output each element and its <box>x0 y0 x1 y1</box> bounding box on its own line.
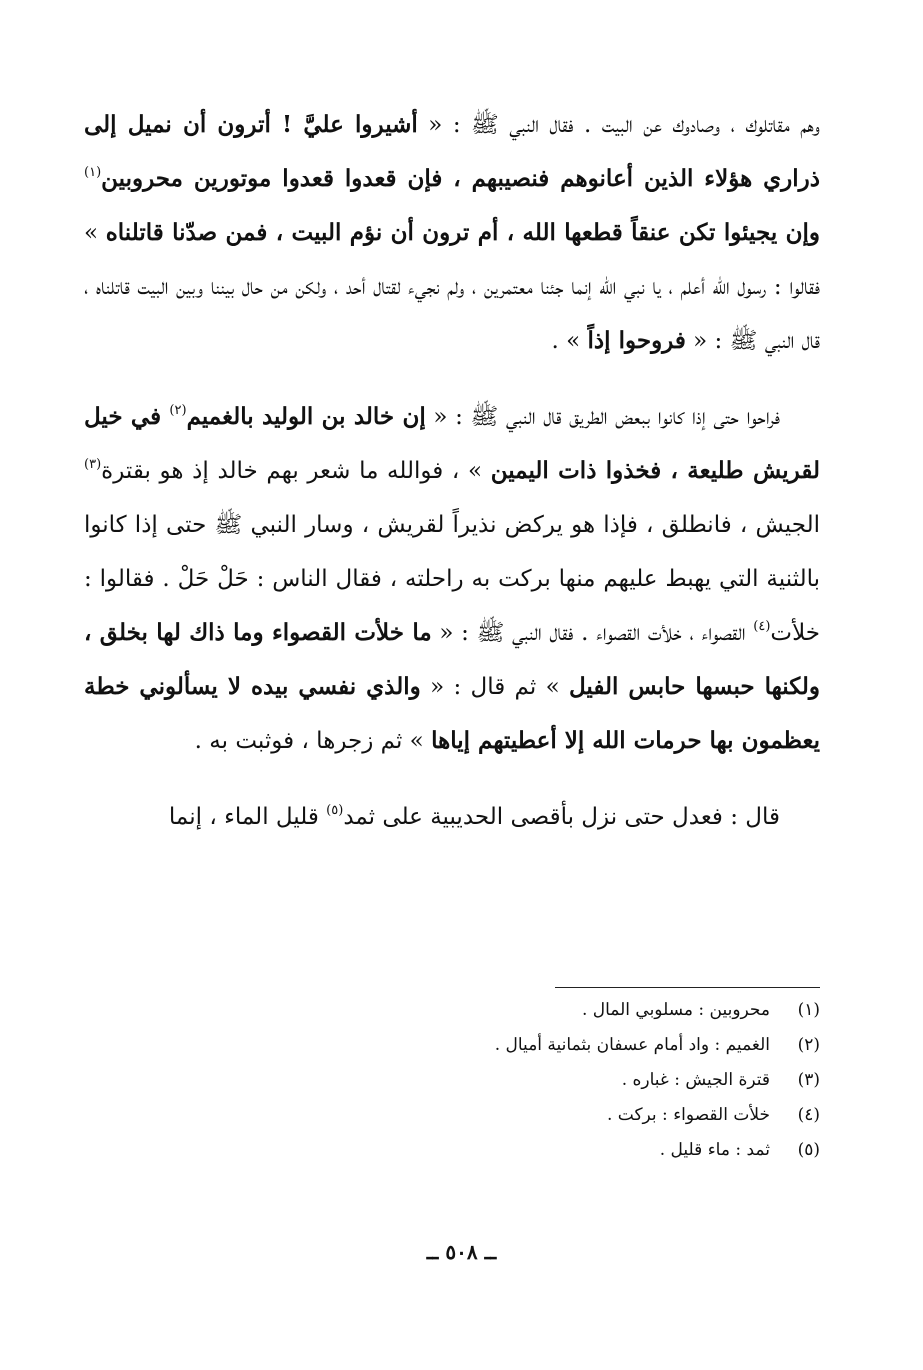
footnote-item <box>300 1140 820 1175</box>
footnote-item <box>300 1035 820 1070</box>
footnote-number: (٥) <box>797 1140 820 1160</box>
narration-text: فراحوا حتى إذا كانوا ببعض الطريق قال النبي ﷺ : « <box>425 404 780 430</box>
hadith-quote: وإن يجيئوا تكن عنقاً قطعها الله ، أم ترون أن نؤم البيت ، فمن صدّنا قاتلناه <box>105 219 820 246</box>
narration-text: القصواء ، خلأت القصواء . فقال النبي ﷺ : « <box>431 620 754 646</box>
footnote-number: (١) <box>797 1000 820 1020</box>
footnote-ref: (٣) <box>84 457 102 472</box>
footnote-number: (٤) <box>797 1105 820 1125</box>
footnote-text: خلأت القصواء : بركت . <box>606 1105 770 1125</box>
narration-text: » ثم زجرها ، فوثبت به . <box>194 728 432 754</box>
narration-text: » ثم قال : « <box>420 674 569 700</box>
narration-text: قليل الماء ، إنما <box>168 804 327 830</box>
narration-text: » فقالوا : رسول الله أعلم ، يا نبي الله إنما جئنا معتمرين ، ولم نجيء لقتال أحد ، ولكن من حال بيننا وبين البيت قاتلناه ، قال النبي ﷺ : « <box>84 220 820 354</box>
page-number: ــ ٥٠٨ ــ <box>426 1240 497 1264</box>
footnote-separator <box>555 987 820 988</box>
narration-text: » . <box>551 328 588 354</box>
narration-text: الجيش ، فانطلق ، فإذا هو يركض نذيراً لقريش ، وسار النبي ﷺ حتى إذا كانوا بالثنية التي يهبط عليهم منها بركت به راحلته ، فقال الناس : حَلْ حَلْ . فقالوا : خلأت <box>84 512 821 646</box>
footnote-item <box>300 1105 820 1140</box>
hadith-quote: في خيل لقريش طليعة ، فخذوا ذات اليمين <box>84 403 820 484</box>
footnote-item <box>300 1000 820 1035</box>
footnote-ref: (٢) <box>169 403 187 418</box>
hadith-quote: إن خالد بن الوليد بالغميم <box>186 403 426 430</box>
hadith-quote: فروحوا إذاً <box>587 327 686 354</box>
paragraph <box>84 390 820 768</box>
footnote-number: (٣) <box>797 1070 820 1090</box>
footnote-text: ثمد : ماء قليل . <box>659 1140 770 1160</box>
footnote-text: الغميم : واد أمام عسفان بثمانية أميال . <box>494 1035 770 1055</box>
hadith-quote: أشيروا عليَّ ! أترون أن نميل إلى ذراري هؤلاء الذين أعانوهم فنصيبهم ، فإن قعدوا قعدوا موتورين محروبين <box>84 111 820 192</box>
narration-text: » ، فوالله ما شعر بهم خالد إذ هو بقترة <box>101 458 491 484</box>
footnote-ref: (١) <box>84 165 102 180</box>
hadith-quote: ما خلأت القصواء وما ذاك لها بخلق ، ولكنها حبسها حابس الفيل <box>84 619 821 700</box>
footnote-item <box>300 1070 820 1105</box>
footnote-ref: (٥) <box>326 803 344 818</box>
footnote-ref: (٤) <box>753 619 771 634</box>
paragraph <box>84 790 820 844</box>
footnote-number: (٢) <box>797 1035 820 1055</box>
footnotes <box>300 1000 820 1175</box>
paragraph <box>84 98 820 368</box>
footnote-text: محروبين : مسلوبي المال . <box>581 1000 770 1020</box>
narration-text: وهم مقاتلوك ، وصادوك عن البيت . فقال النبي ﷺ : « <box>417 112 820 138</box>
footnote-text: قترة الجيش : غباره . <box>621 1070 770 1090</box>
narration-text: قال : فعدل حتى نزل بأقصى الحديبية على ثمد <box>343 804 780 830</box>
hadith-quote: والذي نفسي بيده لا يسألوني خطة يعظمون بها حرمات الله إلا أعطيتهم إياها <box>84 673 820 754</box>
body-text <box>84 98 820 866</box>
